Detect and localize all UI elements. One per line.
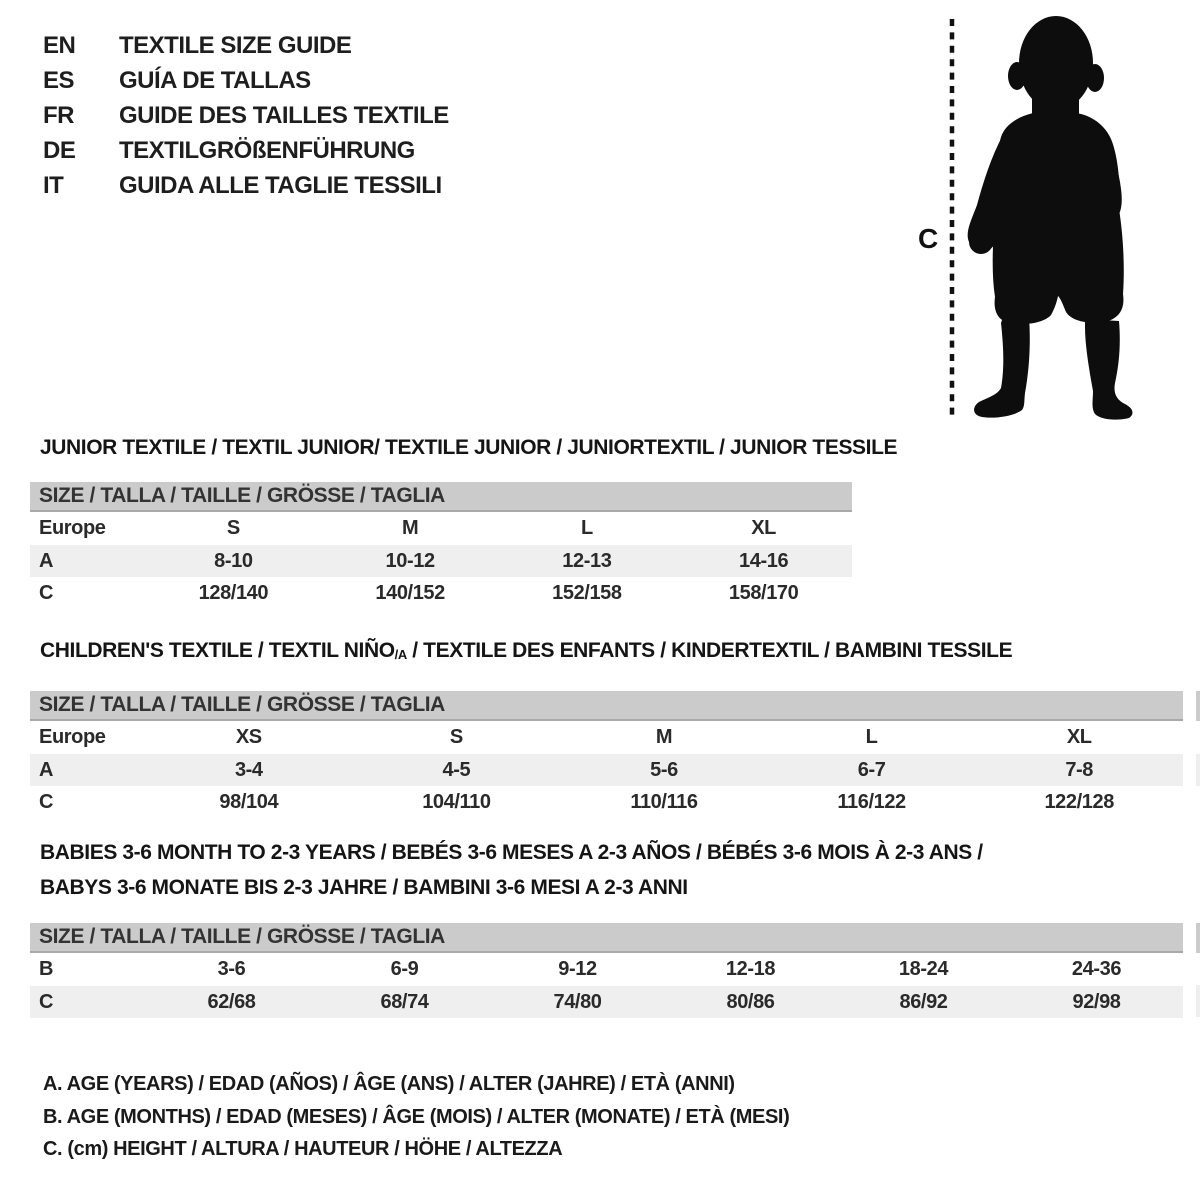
language-code: ES: [43, 66, 75, 94]
language-row: [43, 63, 449, 98]
row-label: B: [39, 958, 54, 980]
language-code: EN: [43, 31, 76, 59]
table-cell: 6-9: [390, 958, 419, 980]
language-row: [43, 133, 449, 168]
table-cell: XS: [235, 726, 262, 748]
language-code: FR: [43, 101, 74, 129]
table-cell: 92/98: [1072, 990, 1121, 1013]
table-cell: 9-12: [558, 958, 597, 980]
table-cell: 128/140: [198, 581, 269, 604]
language-title: GUÍA DE TALLAS: [119, 66, 311, 94]
table-cell: 98/104: [219, 790, 279, 813]
language-title: GUIDA ALLE TAGLIE TESSILI: [119, 171, 442, 199]
table-cell: 158/170: [728, 581, 799, 604]
table-cell: S: [449, 726, 463, 748]
babies-section-title-line2: BABYS 3-6 MONATE BIS 2-3 JAHRE / BAMBINI 3-6 MESI A 2-3 ANNI: [40, 876, 688, 899]
babies-size-table: [30, 923, 1183, 1018]
height-measure-figure: [905, 5, 1195, 435]
table-row: [30, 953, 1183, 986]
edge-sliver: [1196, 754, 1200, 786]
size-header-bar: [30, 691, 1183, 721]
table-cell: L: [580, 517, 593, 539]
table-row: [30, 786, 1183, 818]
table-cell: 122/128: [1044, 790, 1114, 813]
childrens-size-table: [30, 691, 1183, 818]
toddler-silhouette-graphic: [905, 5, 1195, 435]
legend: [43, 1068, 789, 1166]
junior-size-table: [30, 482, 852, 609]
table-cell: 110/116: [630, 790, 698, 813]
edge-sliver: [1196, 985, 1200, 1017]
row-label: Europe: [39, 726, 106, 748]
table-cell: 12-18: [725, 958, 776, 980]
table-cell: 62/68: [207, 990, 256, 1013]
table-cell: 24-36: [1071, 958, 1122, 980]
table-cell: S: [226, 517, 240, 539]
row-label: C: [39, 790, 54, 813]
language-title: GUIDE DES TAILLES TEXTILE: [119, 101, 449, 129]
row-label: Europe: [39, 517, 106, 539]
size-header-bar: [30, 923, 1183, 953]
language-row: [43, 28, 449, 63]
language-header: [43, 28, 449, 203]
legend-line-c: C. (cm) HEIGHT / ALTURA / HAUTEUR / HÖHE / ALTEZZA: [43, 1138, 563, 1160]
table-row: [30, 754, 1183, 786]
height-label: C: [918, 223, 939, 254]
language-title: TEXTILGRÖßENFÜHRUNG: [119, 136, 415, 164]
babies-section-title-line1: BABIES 3-6 MONTH TO 2-3 YEARS / BEBÉS 3-6 MESES A 2-3 AÑOS / BÉBÉS 3-6 MOIS À 2-3 ANS /: [40, 841, 983, 864]
language-row: [43, 98, 449, 133]
toddler-silhouette: [968, 16, 1133, 420]
size-header-label: SIZE / TALLA / TAILLE / GRÖSSE / TAGLIA: [39, 693, 445, 716]
edge-sliver: [1196, 923, 1200, 953]
table-cell: 116/122: [837, 790, 906, 813]
table-cell: 12-13: [562, 549, 612, 572]
table-cell: XL: [751, 517, 776, 539]
childrens-title-sub: /A: [394, 647, 407, 662]
table-cell: 8-10: [214, 549, 253, 572]
table-cell: 6-7: [857, 758, 886, 781]
row-label: C: [39, 990, 54, 1013]
row-label: A: [39, 758, 54, 781]
table-cell: 4-5: [442, 758, 471, 781]
table-cell: 14-16: [739, 549, 789, 572]
table-cell: M: [401, 517, 419, 539]
table-cell: 10-12: [385, 549, 435, 572]
table-cell: 80/86: [726, 990, 775, 1013]
language-row: [43, 168, 449, 203]
row-label: C: [39, 581, 54, 604]
table-cell: 3-4: [234, 758, 263, 781]
table-cell: 5-6: [650, 758, 678, 781]
legend-line-b: B. AGE (MONTHS) / EDAD (MESES) / ÂGE (MOIS) / ALTER (MONATE) / ETÀ (MESI): [43, 1105, 790, 1128]
table-row: [30, 512, 852, 545]
junior-section-title: JUNIOR TEXTILE / TEXTIL JUNIOR/ TEXTILE JUNIOR / JUNIORTEXTIL / JUNIOR TESSILE: [40, 436, 898, 459]
language-code: DE: [43, 136, 76, 164]
childrens-title-pre: CHILDREN'S TEXTILE / TEXTIL NIÑO: [40, 639, 395, 662]
table-row: [30, 986, 1183, 1018]
childrens-title-post: / TEXTILE DES ENFANTS / KINDERTEXTIL / BAMBINI TESSILE: [406, 639, 1013, 662]
table-cell: 3-6: [217, 958, 246, 980]
table-cell: 152/158: [552, 581, 622, 604]
row-label: A: [39, 549, 54, 572]
table-row: [30, 721, 1183, 754]
table-cell: M: [655, 726, 673, 748]
table-cell: 140/152: [375, 581, 445, 604]
legend-line-a: A. AGE (YEARS) / EDAD (AÑOS) / ÂGE (ANS) / ALTER (JAHRE) / ETÀ (ANNI): [43, 1073, 735, 1095]
table-cell: 18-24: [898, 958, 949, 980]
table-cell: 7-8: [1065, 758, 1094, 781]
table-cell: 74/80: [553, 990, 602, 1013]
language-title: TEXTILE SIZE GUIDE: [119, 31, 352, 59]
size-header-bar: [30, 482, 852, 512]
table-cell: L: [865, 726, 878, 748]
table-cell: 86/92: [899, 990, 948, 1013]
language-code: IT: [43, 171, 64, 199]
size-header-label: SIZE / TALLA / TAILLE / GRÖSSE / TAGLIA: [39, 925, 445, 948]
table-cell: 68/74: [380, 990, 429, 1013]
table-cell: 104/110: [422, 790, 491, 813]
table-row: [30, 577, 852, 609]
edge-sliver: [1196, 691, 1200, 721]
childrens-section-title: [40, 639, 1012, 663]
size-header-label: SIZE / TALLA / TAILLE / GRÖSSE / TAGLIA: [39, 484, 445, 507]
table-cell: XL: [1066, 726, 1092, 748]
table-row: [30, 545, 852, 577]
